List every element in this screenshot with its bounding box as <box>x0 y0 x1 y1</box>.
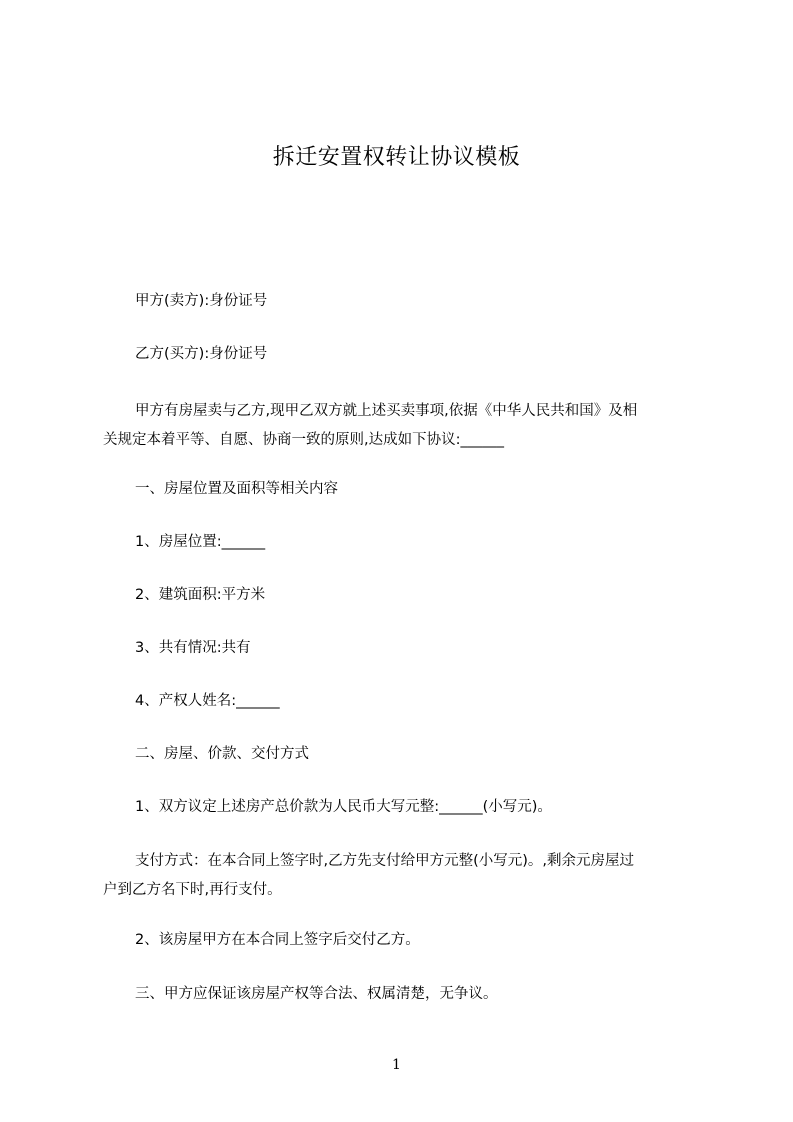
intro-line-1: 甲方有房屋卖与乙方,现甲乙双方就上述买卖事项,依据《中华人民共和国》及相 <box>135 403 638 419</box>
intro-paragraph <box>103 397 703 455</box>
section-1-item-3: 3、共有情况:共有 <box>135 640 251 656</box>
payment-paragraph <box>103 847 703 905</box>
party-a-line: 甲方(卖方):身份证号 <box>135 293 268 309</box>
document-title: 拆迁安置权转让协议模板 <box>272 145 521 170</box>
section-2-heading: 二、房屋、价款、交付方式 <box>135 746 309 762</box>
section-1-heading: 一、房屋位置及面积等相关内容 <box>135 481 338 497</box>
payment-line-2: 户到乙方名下时,再行支付。 <box>103 882 282 898</box>
party-b-line: 乙方(买方):身份证号 <box>135 346 268 362</box>
intro-line-2: 关规定本着平等、自愿、协商一致的原则,达成如下协议:______ <box>103 432 504 448</box>
section-2-item-2: 2、该房屋甲方在本合同上签字后交付乙方。 <box>135 932 420 948</box>
section-3-heading: 三、甲方应保证该房屋产权等合法、权属清楚，无争议。 <box>135 986 498 1002</box>
section-1-item-2: 2、建筑面积:平方米 <box>135 587 266 603</box>
section-2-item-1: 1、双方议定上述房产总价款为人民币大写元整:______(小写元)。 <box>135 799 552 815</box>
page-number: 1 <box>392 1057 401 1073</box>
payment-line-1: 支付方式：在本合同上签字时,乙方先支付给甲方元整(小写元)。,剩余元房屋过 <box>135 853 635 869</box>
section-1-item-4: 4、产权人姓名:______ <box>135 693 280 709</box>
section-1-item-1: 1、房屋位置:______ <box>135 534 266 550</box>
